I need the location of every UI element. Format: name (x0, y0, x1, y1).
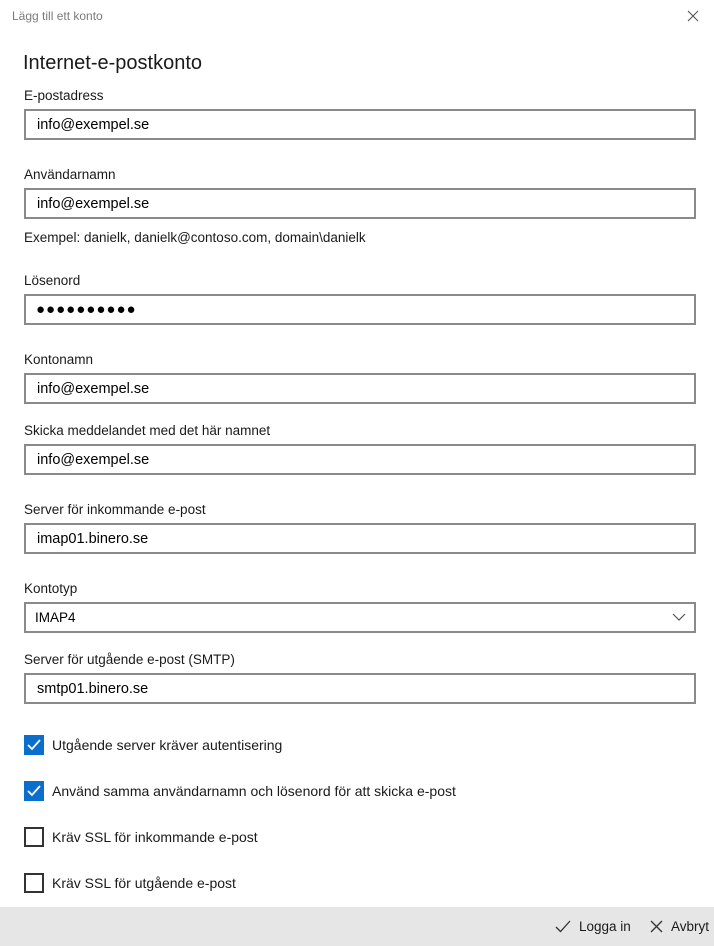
outgoing-server-field[interactable]: smtp01.binero.se (24, 673, 696, 704)
signin-button[interactable] (555, 907, 631, 946)
window-title: Lägg till ett konto (12, 9, 103, 23)
checkbox-box[interactable] (24, 735, 44, 755)
checkmark-icon (27, 739, 41, 751)
footer-bar (0, 907, 714, 946)
password-label: Lösenord (24, 273, 81, 288)
checkbox-ssl-outgoing[interactable] (24, 872, 236, 893)
checkbox-same-credentials[interactable] (24, 780, 456, 801)
chevron-down-icon (672, 612, 686, 622)
checkbox-ssl-incoming[interactable] (24, 826, 258, 847)
incoming-server-label: Server för inkommande e-post (24, 502, 206, 517)
sender-name-label: Skicka meddelandet med det här namnet (24, 423, 271, 438)
checkbox-label: Använd samma användarnamn och lösenord för att skicka e-post (52, 782, 456, 799)
checkbox-label: Kräv SSL för utgående e-post (52, 874, 236, 891)
username-hint: Exempel: danielk, danielk@contoso.com, domain\danielk (24, 230, 366, 245)
cancel-label: Avbryt (671, 919, 710, 934)
account-name-label: Kontonamn (24, 352, 94, 367)
checkbox-box[interactable] (24, 827, 44, 847)
title-bar (0, 0, 714, 32)
outgoing-server-label: Server för utgående e-post (SMTP) (24, 652, 235, 667)
close-button[interactable] (680, 4, 706, 28)
password-field[interactable]: ●●●●●●●●●● (24, 294, 696, 325)
account-name-field[interactable]: info@exempel.se (24, 373, 696, 404)
cancel-button[interactable] (650, 907, 709, 946)
checkbox-label: Kräv SSL för inkommande e-post (52, 828, 258, 845)
close-icon (650, 920, 663, 933)
checkbox-outgoing-auth[interactable] (24, 734, 282, 755)
checkbox-box[interactable] (24, 781, 44, 801)
checkbox-box[interactable] (24, 873, 44, 893)
sender-name-field[interactable]: info@exempel.se (24, 444, 696, 475)
checkmark-icon (27, 785, 41, 797)
signin-label: Logga in (579, 919, 631, 934)
account-type-select[interactable] (24, 602, 696, 633)
username-label: Användarnamn (24, 167, 116, 182)
close-icon (687, 10, 699, 22)
email-label: E-postadress (24, 88, 104, 103)
account-type-label: Kontotyp (24, 581, 78, 596)
checkmark-icon (555, 920, 571, 933)
page-title: Internet-e-postkonto (23, 52, 202, 74)
email-field[interactable]: info@exempel.se (24, 109, 696, 140)
checkbox-label: Utgående server kräver autentisering (52, 736, 283, 753)
username-field[interactable]: info@exempel.se (24, 188, 696, 219)
incoming-server-field[interactable]: imap01.binero.se (24, 523, 696, 554)
account-type-value: IMAP4 (35, 610, 76, 625)
